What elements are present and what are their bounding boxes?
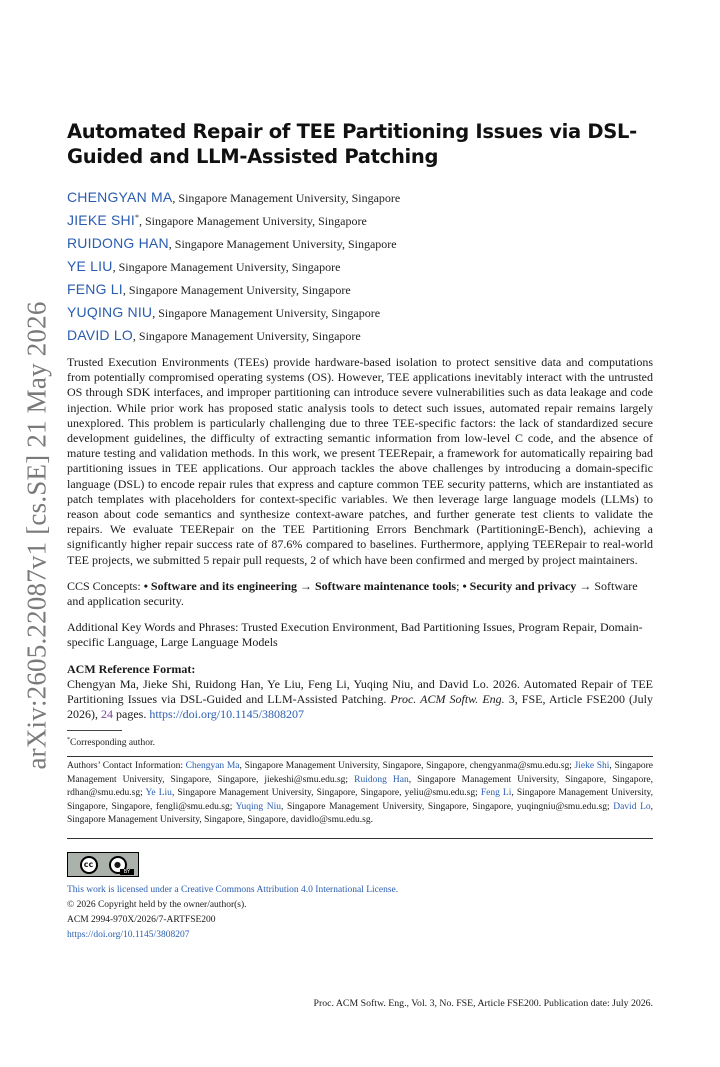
arxiv-stamp-text: arXiv:2605.22087v1 [cs.SE] 21 May 2026 [21, 300, 52, 770]
arxiv-stamp [12, 270, 62, 800]
pages-link[interactable]: 24 [101, 707, 113, 722]
contact-name-link[interactable]: Ruidong Han [354, 774, 409, 785]
author-affiliation: , Singapore Management University, Singapore [132, 329, 361, 343]
author-entry [67, 277, 653, 300]
contact-name-link[interactable]: Ye Liu [145, 788, 172, 799]
author-entry [67, 300, 653, 323]
attribution-person-icon: ● [109, 856, 127, 874]
author-entry [67, 231, 653, 254]
contact-information: Authors’ Contact Information: Chengyan Ma, Singapore Management University, Singapore, Singapore, chengyanma@smu.edu.sg; Jieke Shi, Singapore Management University, Singapore, Singapore, jiekeshi@smu.edu.sg; Ruidong Han, Singapore Management University, Singapore, Singapore, rdhan@smu.edu.sg; Ye Liu, Singapore Management University, Singapore, Singapore, yeliu@smu.edu.sg; Feng Li, Singapore Management University, Singapore, Singapore, fengli@smu.edu.sg; Yuqing Niu, Singapore Management University, Singapore, Singapore, yuqingniu@smu.edu.sg; David Lo, Singapore Management University, Singapore, Singapore, davidlo@smu.edu.sg. [67, 761, 654, 826]
corresponding-mark: * [134, 213, 139, 222]
license-doi-link[interactable]: https://doi.org/10.1145/3808207 [67, 930, 190, 941]
author-entry [67, 208, 653, 231]
contact-name-link[interactable]: Feng Li [480, 788, 512, 799]
by-label: BY [120, 869, 134, 875]
acm-reference: Chengyan Ma, Jieke Shi, Ruidong Han, Ye Liu, Feng Li, Yuqing Niu, and David Lo. 2026. Automated Repair of TEE Partitioning Issues via DSL-Guided and LLM-Assisted Patching. Proc. ACM Softw. Eng. 3, FSE, Article FSE200 (July 2026), 24 pages. https://doi.org/10.1145/3808207 [67, 676, 653, 722]
author-name-link[interactable]: YE LIU [67, 258, 113, 274]
author-name-link[interactable]: JIEKE SHI [67, 212, 135, 228]
acm-reference-heading: ACM Reference Format: [67, 661, 196, 676]
contact-name-link[interactable]: Chengyan Ma [185, 761, 240, 772]
abstract: Trusted Execution Environments (TEEs) provide hardware-based isolation to protect sensitive data and computations from potentially compromised operating systems (OS). However, TEE applications inevitably interact with the untrusted OS through SDK interfaces, and improper partitioning can introduce severe vulnerabilities such as data leakage and code injection. While prior work has proposed static analysis tools to detect such issues, automated repair remains largely unexplored. This problem is particularly challenging due to three TEE-specific factors: the lack of standardized secure development guidelines, the difficulty of extracting semantic information from low-level C code, and the absence of mature testing and validation methods. In this work, we present TEERepair, a framework for automatically repairing bad partitioning issues in TEE applications. Our approach tackles the above challenges by introducing a domain-specific language (DSL) to encode repair rules that express and capture common TEE security patterns, which are instantiated as patch templates with placeholders for context-specific variables. We then leverage large language models (LLMs) to reason about code semantics and synthesize context-aware patches, and further generate test clients to validate the repairs. We evaluate TEERepair on the TEE Partitioning Errors Benchmark (PartitioningE-Bench), achieving a significantly higher repair success rate of 87.6% compared to baselines. Furthermore, applying TEERepair to real-world TEE projects, we submitted 5 repair pull requests, 2 of which have been confirmed and merged by project maintainers. [67, 355, 653, 567]
paper-page [67, 119, 653, 943]
author-name-link[interactable]: CHENGYAN MA [67, 189, 173, 205]
license-link[interactable]: This work is licensed under a Creative Commons Attribution 4.0 International License. [67, 885, 399, 896]
page-footer: Proc. ACM Softw. Eng., Vol. 3, No. FSE, Article FSE200. Publication date: July 2026. [313, 998, 653, 1009]
divider [67, 756, 653, 757]
author-entry [67, 323, 653, 346]
ccs-concepts: CCS Concepts: • Software and its engineering → Software maintenance tools; • Security and privacy → Software and application security. [67, 578, 638, 609]
author-list [67, 185, 653, 346]
author-affiliation: , Singapore Management University, Singapore [172, 191, 401, 205]
contact-name-link[interactable]: Jieke Shi [574, 761, 610, 772]
author-affiliation: , Singapore Management University, Singapore [138, 214, 367, 228]
doi-link[interactable]: https://doi.org/10.1145/3808207 [149, 707, 305, 722]
license-block [67, 852, 653, 943]
corresponding-author-note: *Corresponding author. [67, 737, 155, 749]
author-entry [67, 254, 653, 277]
author-name-link[interactable]: FENG LI [67, 281, 123, 297]
cc-icon: cc [80, 856, 98, 874]
author-affiliation: , Singapore Management University, Singapore [112, 260, 341, 274]
author-name-link[interactable]: RUIDONG HAN [67, 235, 169, 251]
author-affiliation: , Singapore Management University, Singapore [152, 306, 381, 320]
ccs-concept: • Software and its engineering → Software maintenance tools [143, 578, 457, 593]
divider [67, 838, 653, 839]
keywords: Additional Key Words and Phrases: Trusted Execution Environment, Bad Partitioning Issues, Program Repair, Domain-specific Language, Large Language Models [67, 620, 643, 650]
author-entry [67, 185, 653, 208]
author-affiliation: , Singapore Management University, Singapore [168, 237, 397, 251]
paper-title: Automated Repair of TEE Partitioning Issues via DSL-Guided and LLM-Assisted Patching [67, 120, 637, 168]
cc-by-badge[interactable] [67, 852, 139, 877]
copyright-line: © 2026 Copyright held by the owner/author(s). [67, 900, 247, 911]
acm-id: ACM 2994-970X/2026/7-ARTFSE200 [67, 915, 216, 926]
footnote-divider [67, 730, 122, 731]
author-affiliation: , Singapore Management University, Singapore [122, 283, 351, 297]
ccs-concept: • Security and privacy [462, 578, 577, 593]
author-name-link[interactable]: YUQING NIU [67, 304, 153, 320]
author-name-link[interactable]: DAVID LO [67, 327, 133, 343]
contact-name-link[interactable]: David Lo [613, 801, 651, 812]
contact-name-link[interactable]: Yuqing Niu [235, 801, 281, 812]
